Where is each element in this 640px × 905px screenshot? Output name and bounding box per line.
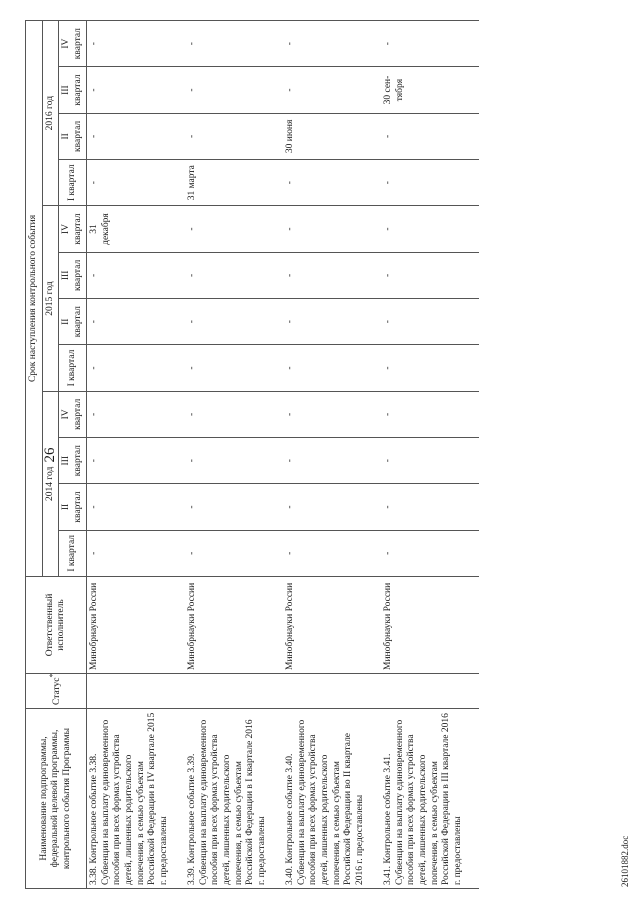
- quarter-value-cell: [381, 113, 479, 159]
- quarter-value: 30 сен-тября: [383, 75, 405, 105]
- quarter-value: -: [383, 412, 394, 416]
- quarter-value-cell: [185, 345, 283, 391]
- quarter-value: -: [285, 181, 296, 185]
- quarter-value-cell: [283, 206, 381, 252]
- quarter-value: -: [89, 88, 100, 92]
- quarter-value: -: [285, 505, 296, 509]
- quarter-value-cell: [283, 391, 381, 437]
- quarter-value-cell: [87, 67, 186, 113]
- quarter-value-cell: [381, 530, 479, 576]
- quarter-value-cell: [283, 160, 381, 206]
- quarter-header: III квартал: [59, 67, 87, 113]
- quarter-value-cell: [185, 484, 283, 530]
- quarter-value-cell: [185, 206, 283, 252]
- event-name-cell: 3.41. Контрольное событие 3.41. Субвенции на выплату единовременного пособия при всех формах устройства детей, лишенных родительского попечения, в семью субъектам Российской Федерации в III квартале 2016 г. предоставлены: [381, 709, 479, 889]
- quarter-value: -: [383, 134, 394, 138]
- quarter-value: -: [285, 412, 296, 416]
- quarter-value-cell: [381, 484, 479, 530]
- quarter-value-cell: [87, 438, 186, 484]
- quarter-value: -: [187, 551, 198, 555]
- quarter-value: 31 декабря: [89, 213, 111, 245]
- quarter-value: -: [383, 42, 394, 46]
- quarter-value-cell: [381, 391, 479, 437]
- quarter-value: -: [383, 273, 394, 277]
- quarter-value-cell: [381, 160, 479, 206]
- table-row: [283, 20, 381, 888]
- quarter-value: -: [383, 320, 394, 324]
- quarter-value: -: [285, 366, 296, 370]
- quarter-value-cell: [185, 20, 283, 67]
- quarter-value-cell: [283, 345, 381, 391]
- executor-cell: Минобрнауки России: [283, 577, 381, 674]
- quarter-value: 30 июня: [285, 119, 296, 154]
- quarter-value: -: [89, 366, 100, 370]
- table-row: [381, 20, 479, 888]
- quarter-value: -: [285, 227, 296, 231]
- quarter-value-cell: [381, 299, 479, 345]
- quarter-value-cell: [283, 438, 381, 484]
- quarter-value: -: [89, 505, 100, 509]
- quarter-header: I квартал: [59, 160, 87, 206]
- quarter-value: -: [187, 88, 198, 92]
- quarter-header: II квартал: [59, 484, 87, 530]
- quarter-value: -: [89, 42, 100, 46]
- quarter-value: -: [285, 459, 296, 463]
- quarter-value: -: [89, 459, 100, 463]
- quarter-value-cell: [87, 391, 186, 437]
- table-row: [185, 20, 283, 888]
- year-header: 2016 год: [42, 20, 59, 205]
- col-executor-header: Ответственный исполнитель: [26, 577, 87, 674]
- quarter-value: -: [187, 273, 198, 277]
- executor-cell: Минобрнауки России: [185, 577, 283, 674]
- quarter-value: -: [187, 320, 198, 324]
- quarter-value: -: [383, 459, 394, 463]
- quarter-value: -: [187, 134, 198, 138]
- quarter-value-cell: [381, 345, 479, 391]
- quarter-value-cell: [283, 252, 381, 298]
- quarter-value-cell: [185, 530, 283, 576]
- table-body: [87, 20, 480, 888]
- quarter-value: -: [285, 273, 296, 277]
- quarter-value: -: [187, 412, 198, 416]
- header-row-top: [26, 20, 43, 888]
- quarter-value: -: [89, 273, 100, 277]
- quarter-header: IV квартал: [59, 391, 87, 437]
- control-events-table: [25, 20, 479, 889]
- year-header: 2014 год: [42, 391, 59, 576]
- quarter-value-cell: [87, 345, 186, 391]
- status-cell: [87, 674, 186, 709]
- quarter-value: -: [187, 227, 198, 231]
- quarter-value: -: [285, 551, 296, 555]
- quarter-value-cell: [87, 160, 186, 206]
- quarter-header: III квартал: [59, 438, 87, 484]
- quarter-value: -: [187, 366, 198, 370]
- quarter-value-cell: [87, 530, 186, 576]
- quarter-value-cell: [283, 20, 381, 67]
- quarter-value: -: [187, 505, 198, 509]
- quarter-value: 31 марта: [187, 165, 198, 201]
- quarter-value-cell: [381, 67, 479, 113]
- event-name-cell: 3.40. Контрольное событие 3.40. Субвенции на выплату единовременного пособия при всех формах устройства детей, лишенных родительского попечения, в семью субъектам Российской Федерации во II квартале 2016 г. предоставлены: [283, 709, 381, 889]
- quarter-value-cell: [381, 206, 479, 252]
- quarter-value-cell: [87, 484, 186, 530]
- quarter-header: I квартал: [59, 530, 87, 576]
- quarter-header: IV квартал: [59, 206, 87, 252]
- document-id: 26101882.doc: [620, 835, 630, 887]
- quarter-value-cell: [87, 20, 186, 67]
- quarter-value-cell: [283, 67, 381, 113]
- executor-cell: Минобрнауки России: [381, 577, 479, 674]
- executor-cell: Минобрнауки России: [87, 577, 186, 674]
- quarter-value-cell: [87, 299, 186, 345]
- quarter-value-cell: [381, 252, 479, 298]
- status-cell: [185, 674, 283, 709]
- col-name-header: Наименование подпрограммы, федеральной целевой программы, контрольного события Программы: [26, 709, 87, 889]
- quarter-value-cell: [87, 206, 186, 252]
- quarter-value: -: [285, 88, 296, 92]
- quarter-value: -: [187, 42, 198, 46]
- quarter-header: I квартал: [59, 345, 87, 391]
- quarter-value-cell: [185, 252, 283, 298]
- quarter-value-cell: [283, 299, 381, 345]
- quarter-header: IV квартал: [59, 20, 87, 67]
- quarter-value-cell: [87, 252, 186, 298]
- event-name-cell: 3.39. Контрольное событие 3.39. Субвенции на выплату единовременного пособия при всех формах устройства детей, лишенных родительского попечения, в семью субъектам Российской Федерации в I квартале 2016 г. предоставлены: [185, 709, 283, 889]
- year-header: 2015 год: [42, 206, 59, 391]
- quarter-value-cell: [185, 113, 283, 159]
- col-deadline-header: Срок наступления контрольного события: [26, 20, 43, 576]
- quarter-header: II квартал: [59, 113, 87, 159]
- status-cell: [283, 674, 381, 709]
- quarter-header: II квартал: [59, 299, 87, 345]
- quarter-value: -: [285, 42, 296, 46]
- quarter-value: -: [89, 551, 100, 555]
- quarter-value-cell: [185, 299, 283, 345]
- quarter-value: -: [383, 551, 394, 555]
- quarter-value-cell: [185, 438, 283, 484]
- quarter-value-cell: [87, 113, 186, 159]
- event-name-cell: 3.38. Контрольное событие 3.38. Субвенции на выплату единовременного пособия при всех формах устройства детей, лишенных родительского попечения, в семью субъектам Российской Федерации в IV квартале 2015 г. предоставлены: [87, 709, 186, 889]
- quarter-value: -: [383, 505, 394, 509]
- col-status-header: [26, 674, 87, 709]
- quarter-value: -: [89, 181, 100, 185]
- status-label: Статус: [52, 677, 63, 705]
- quarter-value-cell: [185, 67, 283, 113]
- quarter-value: -: [285, 320, 296, 324]
- quarter-value: -: [383, 366, 394, 370]
- status-footnote-mark: *: [48, 673, 58, 678]
- quarter-value: -: [383, 181, 394, 185]
- quarter-value-cell: [185, 391, 283, 437]
- quarter-value: -: [89, 412, 100, 416]
- quarter-value: -: [383, 227, 394, 231]
- quarter-value: -: [187, 459, 198, 463]
- quarter-value: -: [89, 320, 100, 324]
- quarter-value-cell: [283, 530, 381, 576]
- quarter-value-cell: [283, 113, 381, 159]
- quarter-value-cell: [283, 484, 381, 530]
- quarter-value: -: [89, 134, 100, 138]
- quarter-value-cell: [381, 20, 479, 67]
- quarter-value-cell: [185, 160, 283, 206]
- quarter-header: III квартал: [59, 252, 87, 298]
- status-cell: [381, 674, 479, 709]
- quarter-value-cell: [381, 438, 479, 484]
- table-row: [87, 20, 186, 888]
- page-number: 26: [42, 447, 58, 463]
